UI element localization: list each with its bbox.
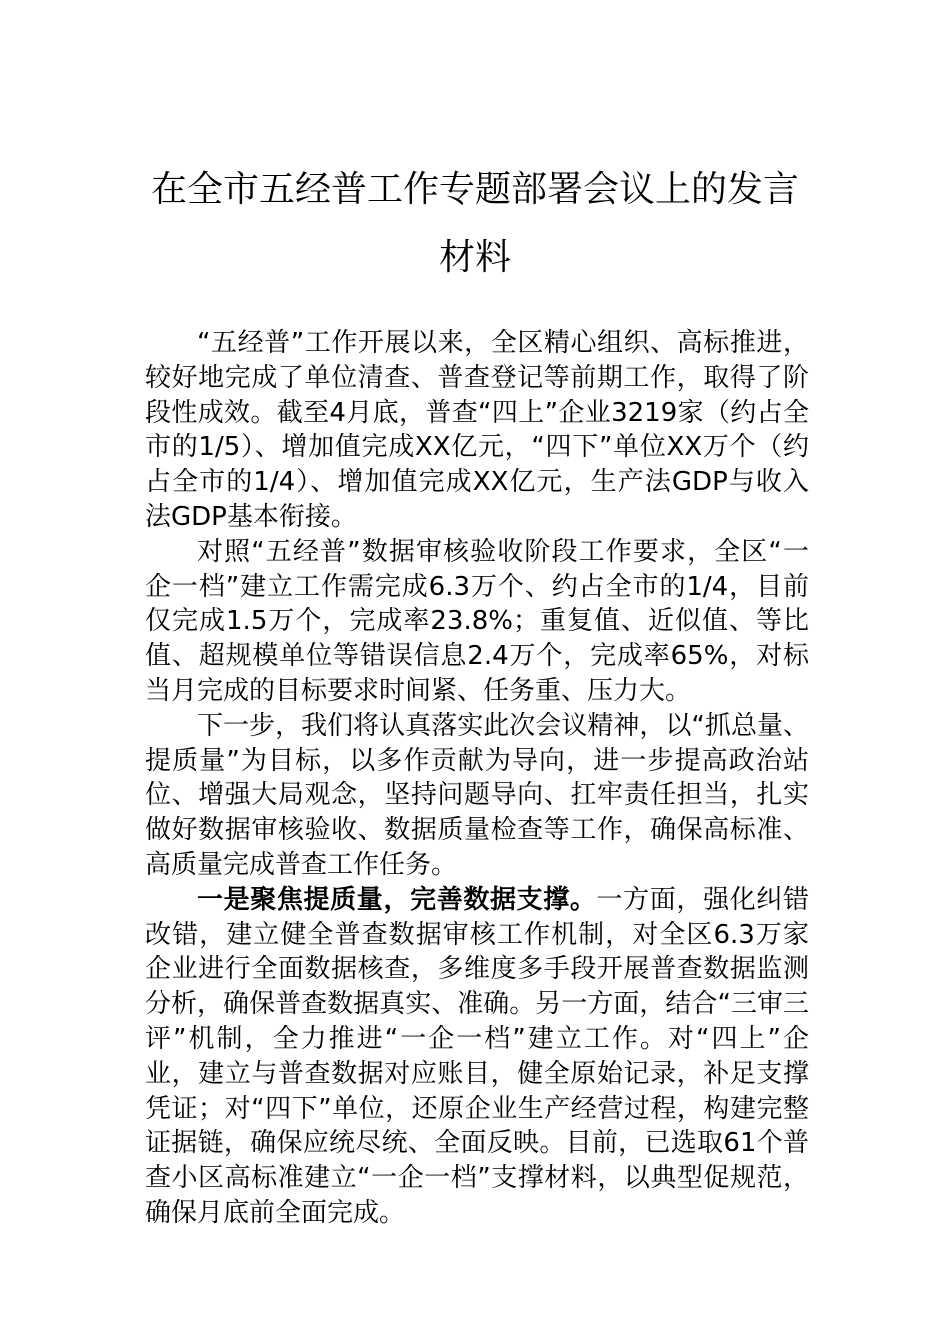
paragraph-text: 对照“五经普”数据审核验收阶段工作要求，全区“一企一档”建立工作需完成6.3万个、约占全市的1/4，目前仅完成1.5万个，完成率23.8%；重复值、近似值、等比值、超规模单位等错误信息2.4万个，完成率65%，对标当月完成的目标要求时间紧、任务重、压力大。 bbox=[145, 536, 809, 706]
paragraph-text: 下一步，我们将认真落实此次会议精神，以“抓总量、提质量”为目标，以多作贡献为导向，进一步提高政治站位、增强大局观念，坚持问题导向、扛牢责任担当，扎实做好数据审核验收、数据质量检查等工作，确保高标准、高质量完成普查工作任务。 bbox=[145, 710, 809, 880]
paragraph-text: 一方面，强化纠错改错，建立健全普查数据审核工作机制，对全区6.3万家企业进行全面数据核查，多维度多手段开展普查数据监测分析，确保普查数据真实、准确。另一方面，结合“三审三评”机制，全力推进“一企一档”建立工作。对“四上”企业，建立与普查数据对应账目，健全原始记录，补足支撑凭证；对“四下”单位，还原企业生产经营过程，构建完整证据链，确保应统尽统、全面反映。目前，已选取61个普查小区高标准建立“一企一档”支撑材料，以典型促规范，确保月底前全面完成。 bbox=[145, 884, 809, 1228]
document-title-line-1: 在全市五经普工作专题部署会议上的发言 bbox=[150, 169, 799, 210]
document-body bbox=[145, 326, 809, 1231]
paragraph-2 bbox=[145, 535, 809, 709]
paragraph-3 bbox=[145, 709, 809, 883]
paragraph-text: “五经普”工作开展以来，全区精心组织、高标推进，较好地完成了单位清查、普查登记等前期工作，取得了阶段性成效。截至4月底，普查“四上”企业3219家（约占全市的1/5）、增加值完成XX亿元，“四下”单位XX万个（约占全市的1/4）、增加值完成XX亿元，生产法GDP与收入法GDP基本衔接。 bbox=[145, 328, 809, 532]
paragraph-lead-heading: 一是聚焦提质量，完善数据支撑。 bbox=[197, 884, 597, 915]
document-title-line-2: 材料 bbox=[438, 237, 511, 278]
paragraph-4 bbox=[145, 883, 809, 1231]
paragraph-1 bbox=[145, 326, 809, 535]
